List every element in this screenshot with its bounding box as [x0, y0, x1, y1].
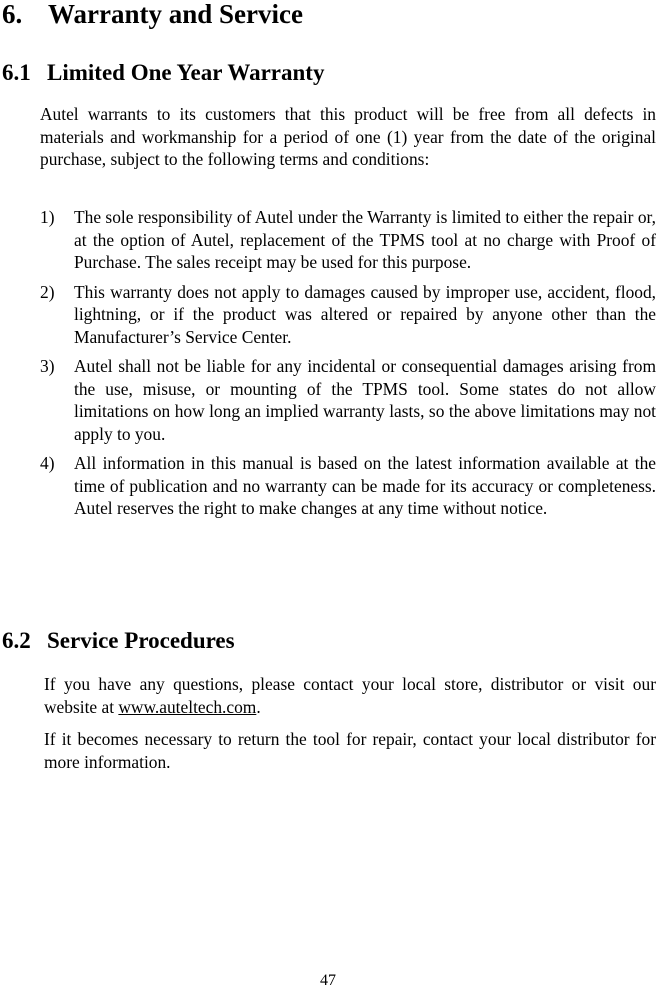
section-heading-service — [2, 626, 235, 656]
service-contact-end: . — [256, 696, 261, 717]
warranty-intro: Autel warrants to its customers that this product will be free from all defects in materials and workmanship for a period of one (1) year from the date of the original purchase, subject to the following terms and conditions: — [40, 104, 656, 169]
list-item-text: Autel shall not be liable for any incidental or consequential damages arising from the use, misuse, or mounting of the TPMS tool. Some states do not allow limitations on how long an implied warranty lasts, so the above limitations may not apply to you. — [74, 356, 656, 444]
chapter-title: Warranty and Service — [48, 0, 303, 29]
list-marker: 3) — [40, 356, 55, 376]
section-title: Limited One Year Warranty — [47, 60, 325, 85]
chapter-number: 6. — [2, 0, 23, 29]
section-heading-warranty — [2, 58, 324, 88]
website-link[interactable]: www.auteltech.com — [118, 696, 257, 717]
section-title: Service Procedures — [47, 628, 235, 653]
list-item — [40, 452, 656, 520]
list-item — [40, 206, 656, 274]
list-item-text: The sole responsibility of Autel under the Warranty is limited to either the repair or, at the option of Autel, replacement of the TPMS tool at no charge with Proof of Purchase. The sales receipt may be used for this purpose. — [74, 207, 656, 272]
service-contact-text: If you have any questions, please contact your local store, distributor or visit our website at — [44, 674, 656, 717]
chapter-heading — [2, 0, 303, 32]
section-number: 6.2 — [2, 628, 31, 653]
section-number: 6.1 — [2, 60, 31, 85]
service-return-paragraph: If it becomes necessary to return the tool for repair, contact your local distributor for more information. — [44, 729, 656, 772]
warranty-terms-list — [40, 206, 656, 527]
service-contact-paragraph — [44, 673, 656, 718]
list-item-text: All information in this manual is based on the latest information available at the time of publication and no warranty can be made for its accuracy or completeness. Autel reserves the right to make changes at any time without notice. — [74, 453, 656, 518]
list-marker: 2) — [40, 281, 55, 302]
list-item-text: This warranty does not apply to damages caused by improper use, accident, flood, lightning, or if the product was altered or repaired by anyone other than the Manufacturer’s Service Center. — [74, 281, 656, 347]
list-item — [40, 355, 656, 445]
list-marker: 1) — [40, 207, 55, 227]
list-item — [40, 281, 656, 349]
page-number: 47 — [320, 972, 336, 989]
list-marker: 4) — [40, 453, 55, 473]
